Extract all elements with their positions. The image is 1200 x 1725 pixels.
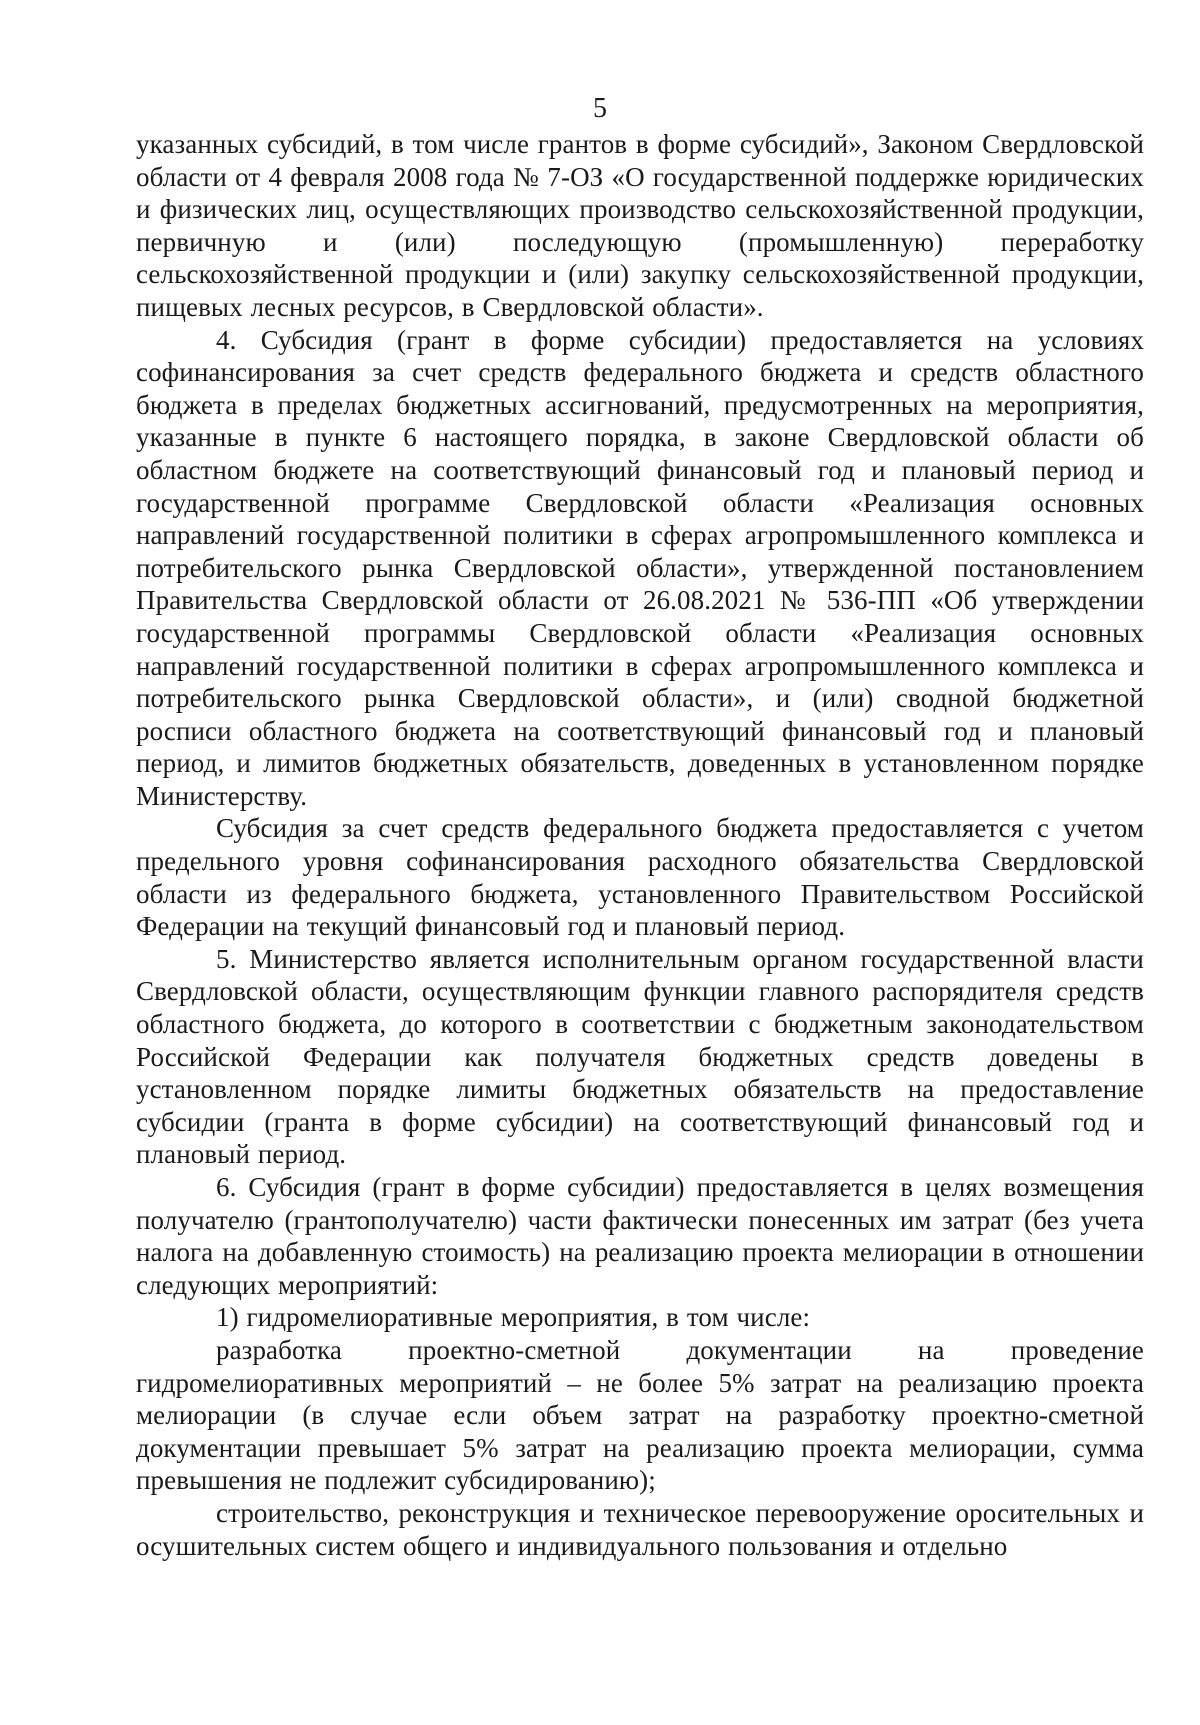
paragraph-item-5: 5. Министерство является исполнительным органом государственной власти Свердловской области, осуществляющим функции главного распорядителя средств областного бюджета, до которого в соответствии с бюджетным законодательством Российской Федерации как получателя бюджетных средств доведены в установленном порядке лимиты бюджетных обязательств на предоставление субсидии (гранта в форме субсидии) на соответствующий финансовый год и плановый период. (136, 943, 1144, 1170)
paragraph-federal-subsidy: Субсидия за счет средств федерального бюджета предоставляется с учетом предельного уровня софинансирования расходного обязательства Свердловской области из федерального бюджета, установленного Правительством Российской Федерации на текущий финансовый год и плановый период. (136, 813, 1144, 942)
paragraph-subitem-1: 1) гидромелиоративные мероприятия, в том числе: (216, 1302, 811, 1333)
paragraph-construction: строительство, реконструкция и техническое перевооружение оросительных и осушительных систем общего и индивидуального пользования и отдельно (136, 1497, 1144, 1561)
paragraph-item-6: 6. Субсидия (грант в форме субсидии) предоставляется в целях возмещения получателю (грантополучателю) части фактически понесенных им затрат (без учета налога на добавленную стоимость) на реализацию проекта мелиорации в отношении следующих мероприятий: (136, 1172, 1144, 1300)
document-body (136, 128, 1144, 1562)
page-number: 5 (593, 93, 607, 124)
paragraph-design-documentation: разработка проектно-сметной документации на проведение гидромелиоративных мероприятий – не более 5% затрат на реализацию проекта мелиорации (в случае если объем затрат на разработку проектно-сметной документации превышает 5% затрат на реализацию проекта мелиорации, сумма превышения не подлежит субсидированию); (136, 1334, 1144, 1496)
paragraph-item-4: 4. Субсидия (грант в форме субсидии) предоставляется на условиях софинансирования за счет средств федерального бюджета и средств областного бюджета в пределах бюджетных ассигнований, предусмотренных на мероприятия, указанные в пункте 6 настоящего порядка, в законе Свердловской области об областном бюджете на соответствующий финансовый год и плановый период и государственной программе Свердловской области «Реализация основных направлений государственной политики в сферах агропромышленного комплекса и потребительского рынка Свердловской области», утвержденной постановлением Правительства Свердловской области от 26.08.2021 № 536-ПП «Об утверждении государственной программы Свердловской области «Реализация основных направлений государственной политики в сферах агропромышленного комплекса и потребительского рынка Свердловской области», и (или) сводной бюджетной росписи областного бюджета на соответствующий финансовый год и плановый период, и лимитов бюджетных обязательств, доведенных в установленном порядке Министерству. (136, 324, 1144, 811)
paragraph-continuation: указанных субсидий, в том числе грантов в форме субсидий», Законом Свердловской области от 4 февраля 2008 года № 7-ОЗ «О государственной поддержке юридических и физических лиц, осуществляющих производство сельскохозяйственной продукции, первичную и (или) последующую (промышленную) переработку сельскохозяйственной продукции и (или) закупку сельскохозяйственной продукции, пищевых лесных ресурсов, в Свердловской области». (136, 129, 1144, 322)
